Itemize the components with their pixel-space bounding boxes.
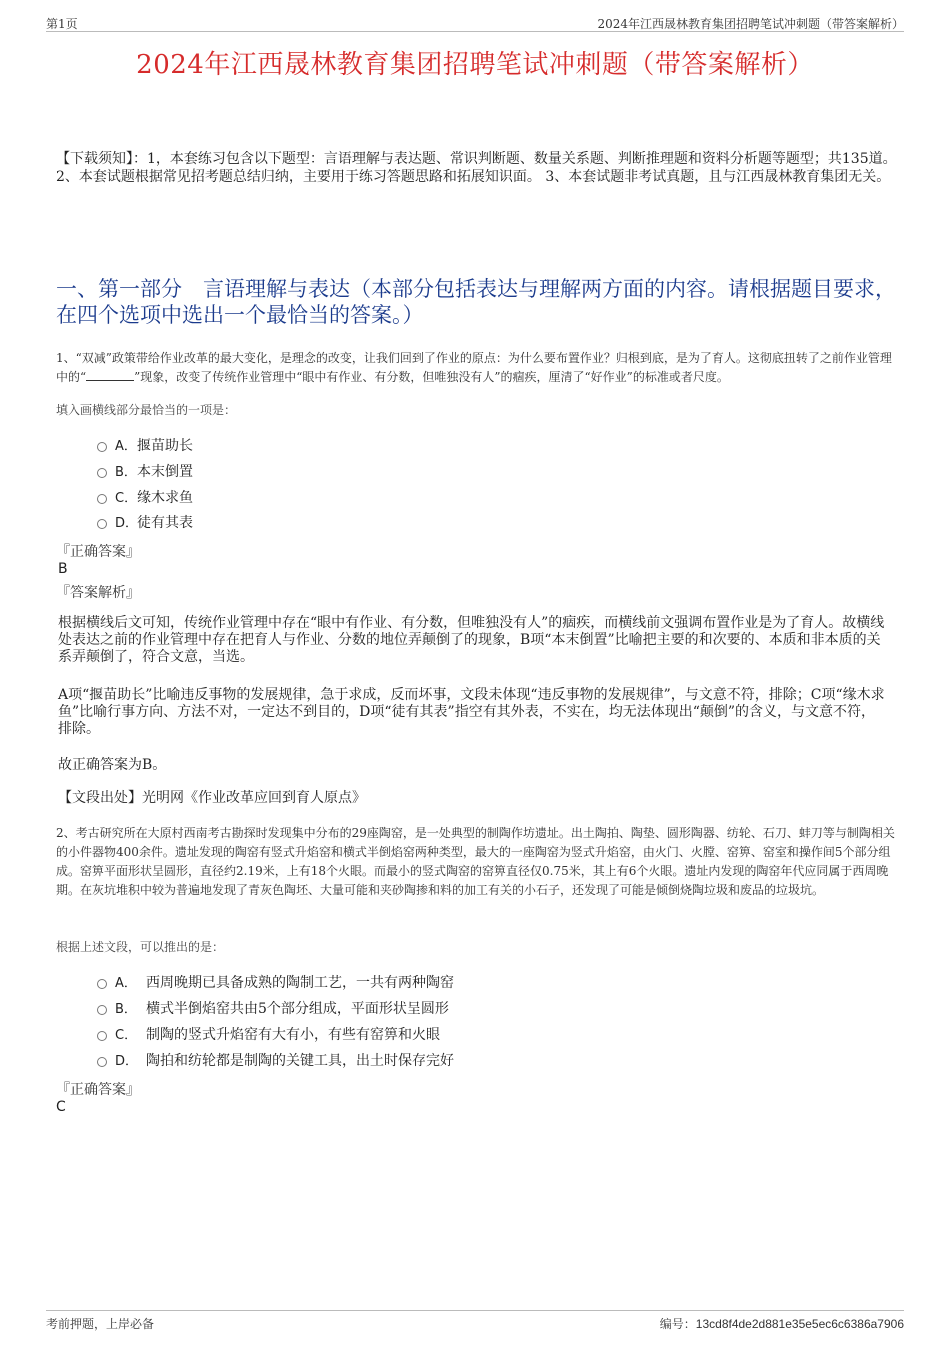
question-1-analysis-paragraph-3: 故正确答案为B。 bbox=[58, 757, 167, 773]
header-doc-title: 2024年江西晟林教育集团招聘笔试冲刺题（带答案解析） bbox=[597, 17, 904, 31]
footer-divider bbox=[46, 1310, 904, 1311]
question-1-option-b[interactable]: B．本末倒置 bbox=[115, 462, 193, 483]
question-1-text-part-b: ”现象，改变了传统作业管理中“眼中有作业、有分数，但唯独没有人”的痼疾，厘清了“好作业”的标准或者尺度。 bbox=[134, 370, 729, 384]
radio-icon[interactable] bbox=[97, 1057, 107, 1067]
question-1-analysis-paragraph-2: A项“揠苗助长”比喻违反事物的发展规律，急于求成，反而坏事，文段未体现“违反事物的发展规律”，与文意不符，排除；C项“缘木求鱼”比喻行事方向、方法不对，一定达不到目的，D项“徒有其表”指空有其外表，不实在，均无法体现出“颠倒”的含义，与文意不符，排除。 bbox=[58, 687, 885, 737]
question-1-source: 【文段出处】光明网《作业改革应回到育人原点》 bbox=[58, 790, 366, 806]
question-2-option-a[interactable]: A． 西周晚期已具备成熟的陶制工艺，一共有两种陶窑 bbox=[115, 973, 454, 994]
question-2-answer: C bbox=[56, 1099, 66, 1115]
question-1-text bbox=[56, 349, 898, 387]
question-1-answer: B bbox=[58, 561, 68, 577]
footer-code-label: 编号： bbox=[659, 1317, 696, 1331]
question-1-option-a[interactable]: A．揠苗助长 bbox=[115, 436, 193, 457]
question-2-option-c[interactable]: C． 制陶的竖式升焰窑有大有小，有些有窑箅和火眼 bbox=[115, 1025, 440, 1046]
section-heading: 一、第一部分 言语理解与表达（本部分包括表达与理解两方面的内容。请根据题目要求，在四个选项中选出一个最恰当的答案。） bbox=[56, 277, 896, 327]
page-number: 第1页 bbox=[46, 17, 78, 31]
radio-icon[interactable] bbox=[97, 468, 107, 478]
question-1-option-c[interactable]: C．缘木求鱼 bbox=[115, 488, 193, 509]
footer-code-value: 13cd8f4de2d881e35e5ec6c6386a7906 bbox=[695, 1317, 904, 1331]
header-divider bbox=[46, 31, 904, 32]
radio-icon[interactable] bbox=[97, 1005, 107, 1015]
footer-slogan: 考前押题，上岸必备 bbox=[46, 1317, 155, 1331]
radio-icon[interactable] bbox=[97, 442, 107, 452]
footer-code bbox=[660, 1315, 904, 1332]
download-notice: 【下载须知】：1，本套练习包含以下题型：言语理解与表达题、常识判断题、数量关系题、判断推理题和资料分析题等题型；共135道。 2、本套试题根据常见招考题总结归纳，主要用于练习答题思路和拓展知识面。 3、本套试题非考试真题，且与江西晟林教育集团无关。 bbox=[56, 151, 897, 185]
radio-icon[interactable] bbox=[97, 979, 107, 989]
question-1-option-d[interactable]: D．徒有其表 bbox=[115, 513, 193, 534]
radio-icon[interactable] bbox=[97, 519, 107, 529]
question-1-analysis-paragraph-1: 根据横线后文可知，传统作业管理中存在“眼中有作业、有分数，但唯独没有人”的痼疾，而横线前文强调布置作业是为了育人。故横线处表达之前的作业管理中存在把育人与作业、分数的地位弄颠倒了的现象，B项“本末倒置”比喻把主要的和次要的、本质和非本质的关系弄颠倒了，符合文意，当选。 bbox=[58, 615, 885, 665]
question-2-text: 2、考古研究所在大原村西南考古勘探时发现集中分布的29座陶窑，是一处典型的制陶作坊遗址。出土陶拍、陶垫、圆形陶器、纺轮、石刀、蚌刀等与制陶相关的小件器物400余件。遗址发现的陶窑有竖式升焰窑和横式半倒焰窑两种类型，最大的一座陶窑为竖式升焰窑，由火门、火膛、窑箅、窑室和操作间5个部分组成。窑箅平面形状呈圆形，直径约2.19米，上有18个火眼。而最小的竖式陶窑的窑箅直径仅0.75米，其上有6个火眼。遗址内发现的陶窑年代应同属于西周晚期。在灰坑堆积中较为普遍地发现了青灰色陶坯、大量可能和夹砂陶掺和料的加工有关的小石子，还发现了可能是倾倒烧陶垃圾和废品的垃圾坑。 bbox=[56, 826, 895, 897]
radio-icon[interactable] bbox=[97, 494, 107, 504]
question-2-answer-label: 『正确答案』 bbox=[56, 1082, 140, 1098]
page-title: 2024年江西晟林教育集团招聘笔试冲刺题（带答案解析） bbox=[136, 50, 814, 80]
question-1-text-part-a: 1、“双减”政策带给作业改革的最大变化，是理念的改变，让我们回到了作业的原点：为什么要布置作业？归根到底，是为了育人。这彻底扭转了之前作业管理中的“ bbox=[56, 351, 892, 384]
question-2-option-d[interactable]: D． 陶拍和纺轮都是制陶的关键工具，出土时保存完好 bbox=[115, 1051, 454, 1072]
question-2-prompt: 根据上述文段，可以推出的是： bbox=[56, 940, 225, 954]
question-2-option-b[interactable]: B． 横式半倒焰窑共由5个部分组成，平面形状呈圆形 bbox=[115, 999, 449, 1020]
radio-icon[interactable] bbox=[97, 1031, 107, 1041]
question-1-prompt: 填入画横线部分最恰当的一项是： bbox=[56, 403, 237, 417]
question-1-analysis-label: 『答案解析』 bbox=[56, 585, 140, 601]
question-1-answer-label: 『正确答案』 bbox=[56, 544, 140, 560]
fill-blank bbox=[86, 370, 134, 381]
